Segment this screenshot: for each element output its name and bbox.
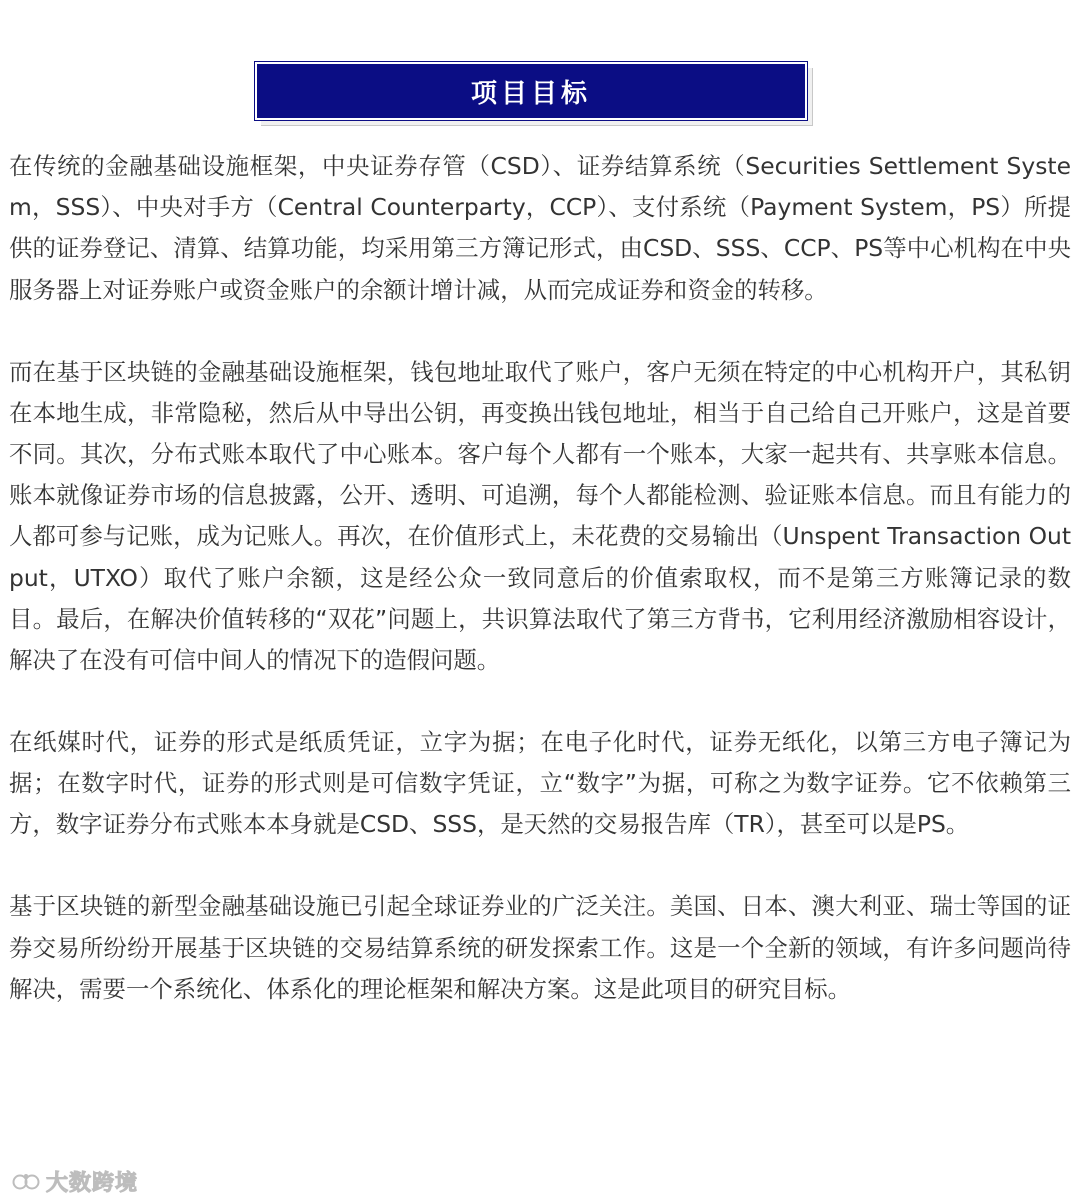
- paragraph-blockchain-infrastructure: 而在基于区块链的金融基础设施框架，钱包地址取代了账户，客户无须在特定的中心机构开户，其私钥在本地生成，非常隐秘，然后从中导出公钥，再变换出钱包地址，相当于自己给自己开账户，这是首要不同。其次，分布式账本取代了中心账本。客户每个人都有一个账本，大家一起共有、共享账本信息。账本就像证券市场的信息披露，公开、透明、可追溯，每个人都能检测、验证账本信息。而且有能力的人都可参与记账，成为记账人。再次，在价值形式上，未花费的交易输出（Unspent Transaction Output，UTXO）取代了账户余额，这是经公众一致同意后的价值索取权，而不是第三方账簿记录的数目。最后，在解决价值转移的“双花”问题上，共识算法取代了第三方背书，它利用经济激励相容设计，解决了在没有可信中间人的情况下的造假问题。: [9, 357, 1071, 675]
- brand-logo-icon: [12, 1171, 42, 1193]
- paragraph-traditional-infrastructure: 在传统的金融基础设施框架，中央证券存管（CSD）、证券结算系统（Securities Settlement System，SSS）、中央对手方（Central Counterparty，CCP）、支付系统（Payment System，PS）所提供的证券登记、清算、结算功能，均采用第三方簿记形式，由CSD、SSS、CCP、PS等中心机构在中央服务器上对证券账户或资金账户的余额计增计减，从而完成证券和资金的转移。: [9, 152, 1071, 304]
- watermark-text: 大数跨境: [46, 1171, 139, 1196]
- paragraph-project-goal: 基于区块链的新型金融基础设施已引起全球证券业的广泛关注。美国、日本、澳大利亚、瑞士等国的证券交易所纷纷开展基于区块链的交易结算系统的研发探索工作。这是一个全新的领域，有许多问题尚待解决，需要一个系统化、体系化的理论框架和解决方案。这是此项目的研究目标。: [9, 892, 1071, 1003]
- section-title-banner: [255, 62, 807, 120]
- article-body: [9, 146, 1071, 1051]
- paragraph-digital-securities: 在纸媒时代，证券的形式是纸质凭证，立字为据；在电子化时代，证券无纸化，以第三方电子簿记为据；在数字时代，证券的形式则是可信数字凭证，立“数字”为据，可称之为数字证券。它不依赖第三方，数字证券分布式账本本身就是CSD、SSS，是天然的交易报告库（TR），甚至可以是PS。: [9, 728, 1071, 839]
- section-title: 项目目标: [470, 78, 591, 109]
- watermark: [12, 1166, 138, 1197]
- title-banner-box: [255, 62, 807, 120]
